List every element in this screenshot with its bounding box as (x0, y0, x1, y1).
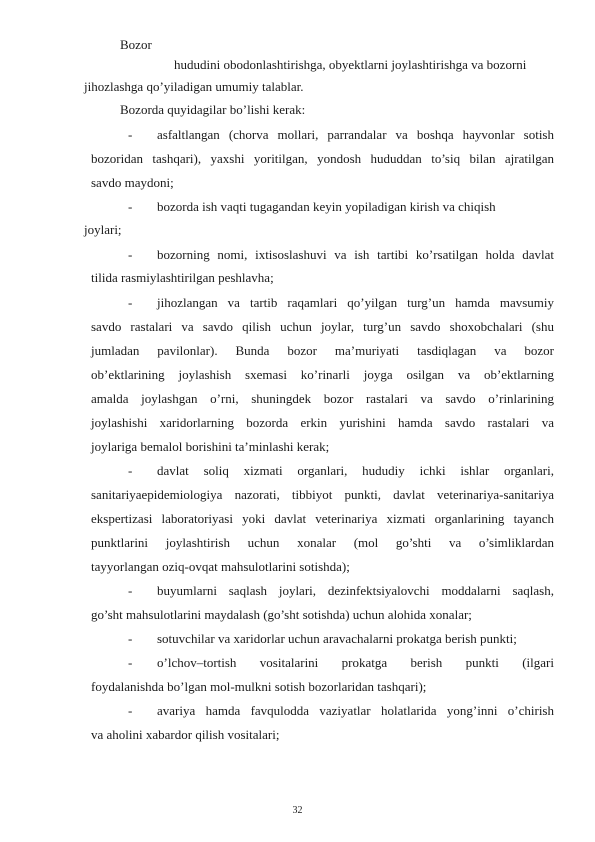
heading-line-2: hududini obodonlashtirishga, obyektlarni joylashtirishga va bozorni (174, 57, 527, 72)
list-item-text: tayyorlangan oziq-ovqat mahsulotlarini sotishda); (91, 559, 350, 574)
list-item-text: joylashishi xaridorlarning bozorda erkin yurishini hamda savdo rastalari va (91, 415, 554, 430)
page-number: 32 (292, 805, 303, 816)
list-item-text: bozorda ish vaqti tugagandan keyin yopiladigan kirish va chiqish (157, 199, 496, 214)
list-item-dash: - (128, 631, 133, 646)
list-item-text: ekspertizasi laboratoriyasi yoki davlat veterinariya xizmati organlarining tayanch (91, 511, 554, 526)
list-item-dash: - (128, 703, 133, 718)
list-item-dash: - (128, 127, 133, 142)
list-item-text: joylariga bemalol borishini ta’minlashi kerak; (91, 439, 330, 454)
heading-line-1: Bozor (120, 37, 152, 52)
list-item-text: davlat soliq xizmati organlari, hududiy ichki ishlar organlari, (157, 463, 554, 478)
list-item-text: amalda joylashgan o’rni, shuningdek bozor rastalari va savdo o’rinlarining (91, 391, 554, 406)
list-item-text: tilida rasmiylashtirilgan peshlavha; (91, 270, 274, 285)
list-item-text: bozoridan tashqari), yaxshi yoritilgan, yondosh hududdan to’siq bilan ajratilgan (91, 151, 554, 166)
list-item-text: go’sht mahsulotlarini maydalash (go’sht sotishda) uchun alohida xonalar; (91, 607, 472, 622)
list-item-text: jumladan pavilonlar). Bunda bozor ma’muriyati tasdiqlagan va bozor (91, 343, 554, 358)
list-item-dash: - (128, 655, 133, 670)
list-item-text: savdo rastalari va savdo qilish uchun joylar, turg’un savdo shoxobchalari (shu (91, 319, 554, 334)
list-item-text: joylari; (84, 222, 122, 237)
list-item-dash: - (128, 583, 133, 598)
list-item-text: asfaltlangan (chorva mollari, parrandalar va boshqa hayvonlar sotish (157, 127, 554, 142)
list-item-text: savdo maydoni; (91, 175, 174, 190)
list-item-text: buyumlarni saqlash joylari, dezinfektsiyalovchi moddalarni saqlash, (157, 583, 554, 598)
list-item-text: o’lchov–tortish vositalarini prokatga berish punkti (ilgari (157, 655, 554, 670)
heading-line-3: jihozlashga qo’yiladigan umumiy talablar. (84, 79, 304, 94)
intro-text: Bozorda quyidagilar bo’lishi kerak: (120, 102, 306, 117)
list-item-text: foydalanishda bo’lgan mol-mulkni sotish bozorlaridan tashqari); (91, 679, 427, 694)
list-item-text: jihozlangan va tartib raqamlari qo’yilgan turg’un hamda mavsumiy (157, 295, 554, 310)
list-item-dash: - (128, 463, 133, 478)
list-item-dash: - (128, 295, 133, 310)
list-item-text: va aholini xabardor qilish vositalari; (91, 727, 280, 742)
list-item-text: sotuvchilar va xaridorlar uchun aravachalarni prokatga berish punkti; (157, 631, 517, 646)
list-item-text: punktlarini joylashtirish uchun xonalar (mol go’shti va o’simliklardan (91, 535, 554, 550)
list-item-dash: - (128, 199, 133, 214)
list-item-dash: - (128, 247, 133, 262)
list-item-text: bozorning nomi, ixtisoslashuvi va ish tartibi ko’rsatilgan holda davlat (157, 247, 554, 262)
list-item-text: avariya hamda favqulodda vaziyatlar holatlarida yong’inni o’chirish (157, 703, 554, 718)
list-item-text: sanitariyaepidemiologiya nazorati, tibbiyot punkti, davlat veterinariya-sanitariya (91, 487, 554, 502)
list-item-text: ob’ektlarining joylashish sxemasi ko’rinarli joyga osilgan va ob’ektlarning (91, 367, 554, 382)
